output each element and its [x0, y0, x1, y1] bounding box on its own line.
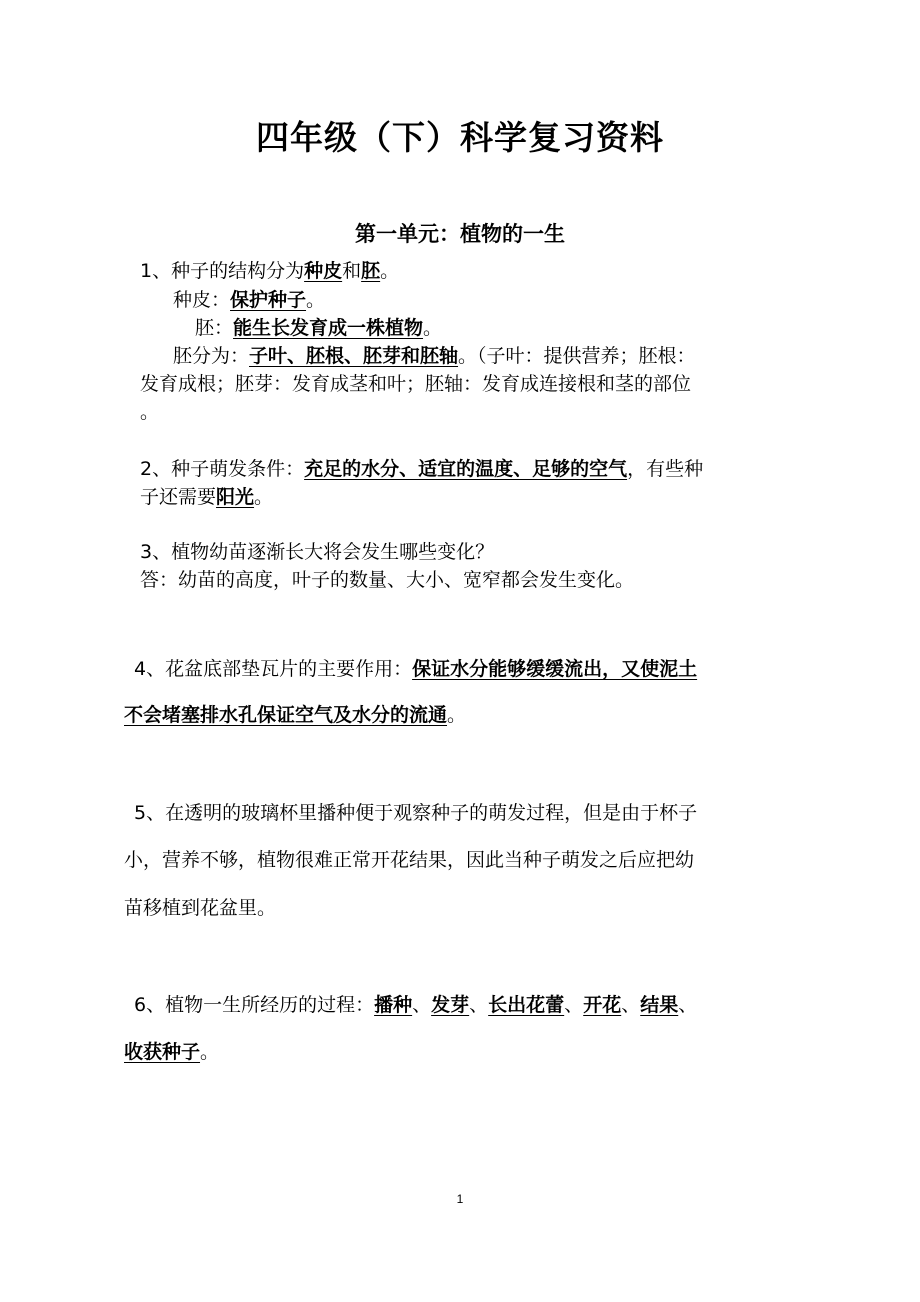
page-number: 1	[456, 1192, 464, 1206]
q3-question: 3、植物幼苗逐渐长大将会发生哪些变化？	[140, 541, 495, 563]
q1-line-4: 胚分为：子叶、胚根、胚芽和胚轴。（子叶：提供营养；胚根：	[173, 345, 696, 367]
answer-embryo-function: 能生长发育成一株植物	[233, 317, 424, 339]
q6-line-2: 收获种子。	[124, 1041, 220, 1063]
q5-line-2: 小，营养不够，植物很难正常开花结果，因此当种子萌发之后应把幼	[124, 849, 695, 871]
step-sowing: 播种	[374, 994, 413, 1016]
unit-title: 第一单元：植物的一生	[355, 222, 565, 246]
q4-line-1: 4、花盆底部垫瓦片的主要作用：保证水分能够缓缓流出，又使泥土	[134, 658, 698, 680]
answer-germination-conditions: 充足的水分、适宜的温度、足够的空气	[304, 458, 628, 480]
q3-answer: 答：幼苗的高度，叶子的数量、大小、宽窄都会发生变化。	[140, 569, 635, 591]
answer-seed-coat-function: 保护种子	[230, 289, 307, 311]
step-fruiting: 结果	[640, 994, 679, 1016]
answer-sunlight: 阳光	[216, 486, 255, 508]
step-harvesting-seeds: 收获种子	[124, 1041, 201, 1063]
q5-line-3: 苗移植到花盆里。	[124, 897, 277, 919]
q5-line-1: 5、在透明的玻璃杯里播种便于观察种子的萌发过程，但是由于杯子	[134, 802, 698, 824]
q1-line-3: 胚：能生长发育成一株植物。	[195, 317, 443, 339]
q6-line-1: 6、植物一生所经历的过程：播种、发芽、长出花蕾、开花、结果、	[134, 994, 698, 1016]
q1-line-1: 1、种子的结构分为种皮和胚。	[140, 260, 400, 282]
q4-line-2: 不会堵塞排水孔保证空气及水分的流通。	[124, 704, 467, 726]
answer-embryo: 胚	[361, 260, 381, 282]
step-flowering: 开花	[583, 994, 622, 1016]
step-budding: 长出花蕾	[488, 994, 565, 1016]
step-sprouting: 发芽	[431, 994, 470, 1016]
q2-line-2: 子还需要阳光。	[140, 486, 274, 508]
answer-tile-function-part1: 保证水分能够缓缓流出，又使泥土	[412, 658, 698, 680]
q1-line-5: 发育成根；胚芽：发育成茎和叶；胚轴：发育成连接根和茎的部位	[140, 373, 692, 395]
q1-line-2: 种皮：保护种子。	[173, 289, 326, 311]
answer-embryo-parts: 子叶、胚根、胚芽和胚轴	[249, 345, 459, 367]
q1-line-6: 。	[140, 401, 160, 423]
answer-tile-function-part2: 不会堵塞排水孔保证空气及水分的流通	[124, 704, 448, 726]
q2-line-1: 2、种子萌发条件：充足的水分、适宜的温度、足够的空气，有些种	[140, 458, 704, 480]
answer-seed-coat: 种皮	[304, 260, 343, 282]
document-title: 四年级（下）科学复习资料	[256, 118, 664, 157]
